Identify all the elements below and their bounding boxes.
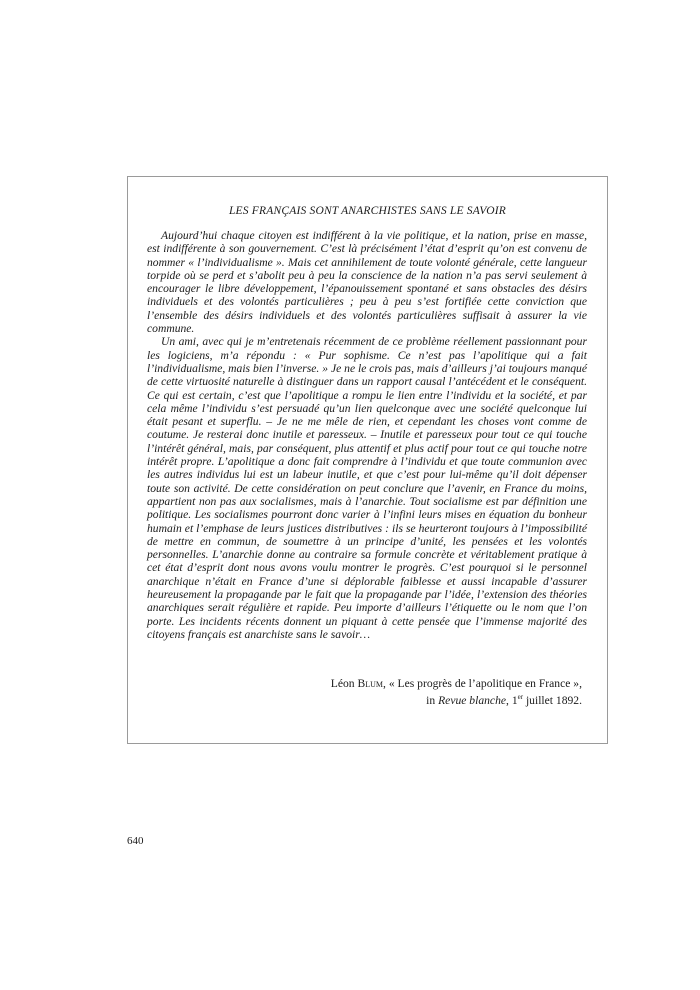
page-number: 640 [127, 835, 144, 847]
author-first-name: Léon [330, 677, 355, 690]
in-label: in [426, 693, 436, 707]
date-ordinal: er [517, 692, 524, 701]
date-day: , 1 [506, 693, 518, 707]
paragraph-1: Aujourd’hui chaque citoyen est indifférent à la vie politique, et la nation, prise en masse, est indifférente à son gouvernement. C’est là précisément l’état d’esprit qu’on est convenu de nommer « l’individualisme ». Mais cet annihilement de toute volonté générale, cette langueur torpide où se perd et s’abolit peu à peu la conscience de la nation n’a pas servi seulement à encourager le libre développement, l’épanouissement spontané et sans obstacles des désirs individuels et des volontés particulières ; peu à peu s’est fortifiée cette conviction que l’ensemble des désirs individuels et des volontés particulières suffisait à assurer la vie commune. [147, 229, 587, 336]
section-title: LES FRANÇAIS SONT ANARCHISTES SANS LE SAVOIR [228, 205, 507, 217]
paragraph-2: Un ami, avec qui je m’entretenais récemment de ce problème réellement passionnant pour les logiciens, m’a répondu : « Pur sophisme. Ce n’est pas l’apolitique qui a fait l’individualisme, mais bien l’inverse. » Je ne le crois pas, mais d’ailleurs j’ai toujours manqué de cette virtuosité naturelle à distinguer dans un rapport causal l’antécédent et le conséquent. Ce qui est certain, c’est que l’apolitique a rompu le lien entre l’individu et la société, et par cela même l’individu s’est persuadé qu’un lien quelconque avec une société quelconque lui était pesant et superflu. – Je ne me mêle de rien, et cependant les choses vont comme de coutume. Je resterai donc inutile et paresseux. – Inutile et paresseux pour tout ce qui touche l’intérêt général, mais, par conséquent, plus attentif et plus actif pour tout ce qui touche notre intérêt propre. L’apolitique a donc fait comprendre à l’individu et que toute communion avec les autres individus lui est un labeur inutile, et que c’est pour lui-même qu’il doit dépenser toute son activité. De cette considération on peut conclure que l’avenir, en France du moins, appartient non pas aux socialismes, mais à l’anarchie. Tout socialisme est par définition une politique. Les socialismes pourront donc varier à l’infini leurs mises en équation du bonheur humain et l’emphase de leurs justices distributives : ils se heurteront toujours à l’impossibilité de mettre en commun, de soumettre à un principe d’unité, les pensées et les volontés personnelles. L’anarchie donne au contraire sa formule concrète et véritablement pratique à cet état d’esprit dont nous avons voulu montrer le progrès. C’est pourquoi si le personnel anarchique n’était en France d’une si déplorable faiblesse et aussi incapable d’assurer heureusement la propagande par le fait que la propagande par l’idée, l’extension des théories anarchiques serait régulière et rapide. Peu importe d’ailleurs l’étiquette ou le nom que l’on porte. Les incidents récents donnent un piquant à cette pensée que l’immense majorité des citoyens français est anarchiste sans le savoir… [147, 335, 587, 641]
body-text [147, 229, 587, 641]
quote-box [127, 176, 608, 744]
attribution [331, 677, 582, 707]
attribution-line-2 [331, 691, 582, 707]
work-title: , « Les progrès de l’apolitique en France », [383, 677, 582, 690]
journal-name: Revue blanche [438, 693, 507, 707]
author-last-name: Blum [357, 677, 384, 690]
attribution-line-1 [331, 677, 582, 691]
date-rest: juillet 1892. [523, 693, 582, 707]
